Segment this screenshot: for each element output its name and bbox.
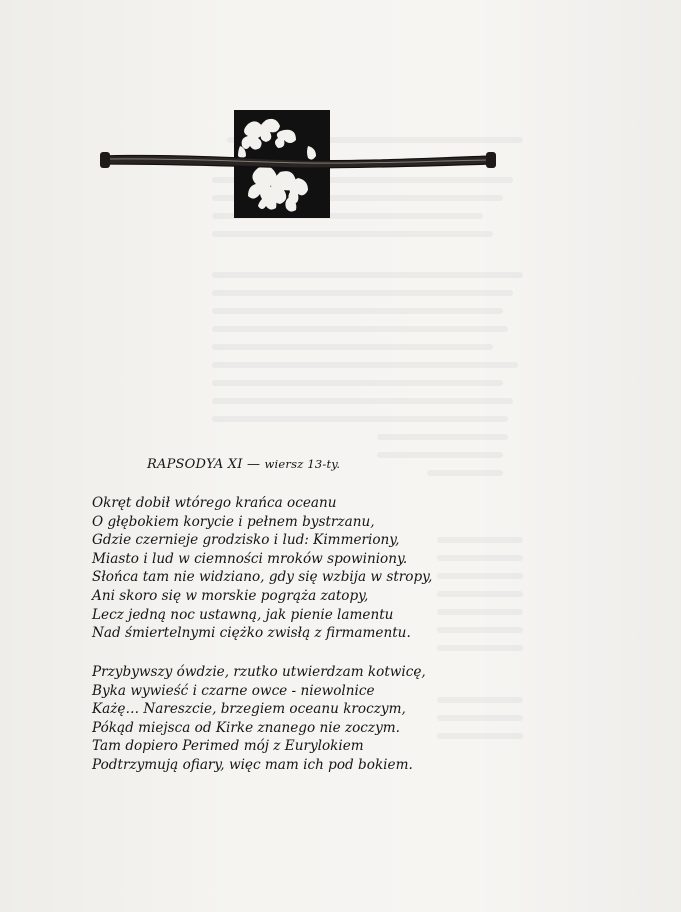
rhapsody-caption (147, 457, 340, 472)
poem-line: Okręt dobił wtórego krańca oceanu (92, 495, 337, 511)
poem-line: Lecz jedną noc ustawną, jak pienie lamentu (92, 606, 394, 623)
poem-line: Miasto i lud w ciemności mroków spowiniony. (92, 550, 408, 567)
poem-line: Podtrzymują ofiary, więc mam ich pod bokiem. (92, 756, 413, 773)
poem-line: Przybywszy ówdzie, rzutko utwierdzam kotwicę, (92, 664, 426, 680)
poem-line: Tam dopiero Perimed mój z Eurylokiem (92, 738, 364, 755)
poem-line: Pókąd miejsca od Kirke znanego nie zoczym. (92, 719, 400, 736)
poem-line: O głębokiem korycie i pełnem bystrzanu, (92, 513, 375, 530)
poem-line: Gdzie czernieje grodzisko i lud: Kimmeriony, (92, 532, 400, 549)
poem-line: Ani skoro się w morskie pogrąża zatopy, (92, 587, 369, 604)
poem-line: Byka wywieść i czarne owce - niewolnice (92, 682, 375, 699)
poem-line: Słońca tam nie widziano, gdy się wzbija w stropy, (92, 569, 433, 586)
caption-verse: wiersz 13-ty. (264, 457, 341, 471)
seaweed-on-branch-icon (98, 106, 498, 222)
poem-line: Nad śmiertelnymi ciężko zwisłą z firmamentu. (92, 625, 411, 642)
poem-stanza-1 (92, 494, 432, 643)
caption-title: RAPSODYA XI (147, 457, 243, 472)
caption-dash: — (246, 457, 261, 472)
poem-stanza-2 (92, 663, 426, 775)
poem-line: Każę… Nareszcie, brzegiem oceanu kroczym, (92, 701, 406, 718)
